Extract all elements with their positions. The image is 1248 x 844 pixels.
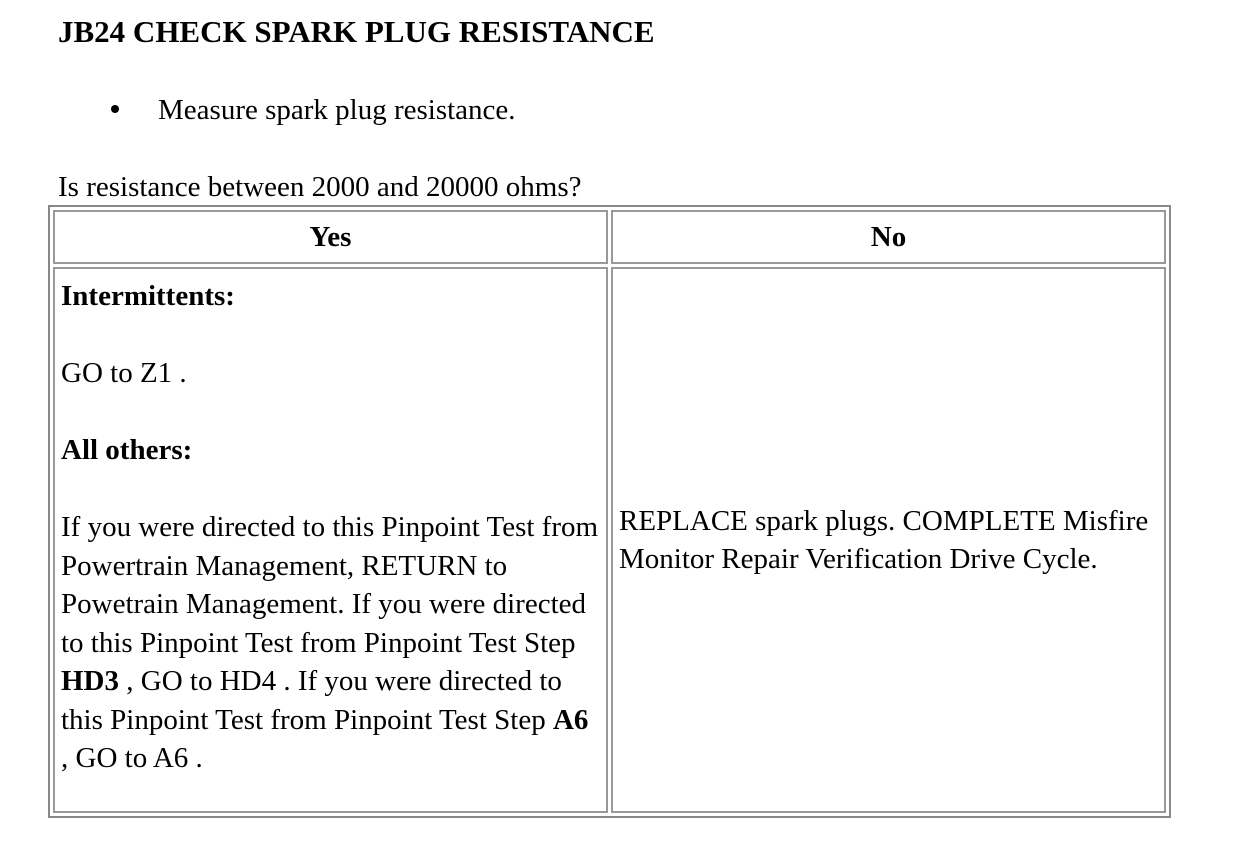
step-list [0,91,1248,129]
table-row [53,267,1166,813]
others-text-3: , GO to A6 . [61,742,203,774]
step-ref-a6: A6 [552,703,589,736]
question-text: Is resistance between 2000 and 20000 ohms? [58,171,582,203]
others-text-2: , GO to HD4 . If you were directed to this Pinpoint Test from Pinpoint Test Step [61,665,562,736]
others-text-1: If you were directed to this Pinpoint Test from Powertrain Management, RETURN to Powetrain Management. If you were directed to this Pinpoint Test from Pinpoint Test Step [61,511,599,659]
yes-header: Yes [53,210,608,264]
outcome-table [48,205,1171,818]
no-action: REPLACE spark plugs. COMPLETE Misfire Monitor Repair Verification Drive Cycle. [619,504,1149,575]
others-instructions [61,508,600,778]
intermittents-heading: Intermittents: [61,280,235,312]
yes-cell [53,267,608,813]
no-header: No [611,210,1166,264]
page-title: JB24 CHECK SPARK PLUG RESISTANCE [58,14,655,49]
no-cell [611,267,1166,813]
intermittents-action: GO to Z1 . [61,357,187,389]
others-heading: All others: [61,434,193,466]
table-header-row [53,210,1166,264]
step-ref-hd3: HD3 [61,665,119,697]
bullet-icon [111,105,119,113]
step-item: Measure spark plug resistance. [158,94,516,126]
